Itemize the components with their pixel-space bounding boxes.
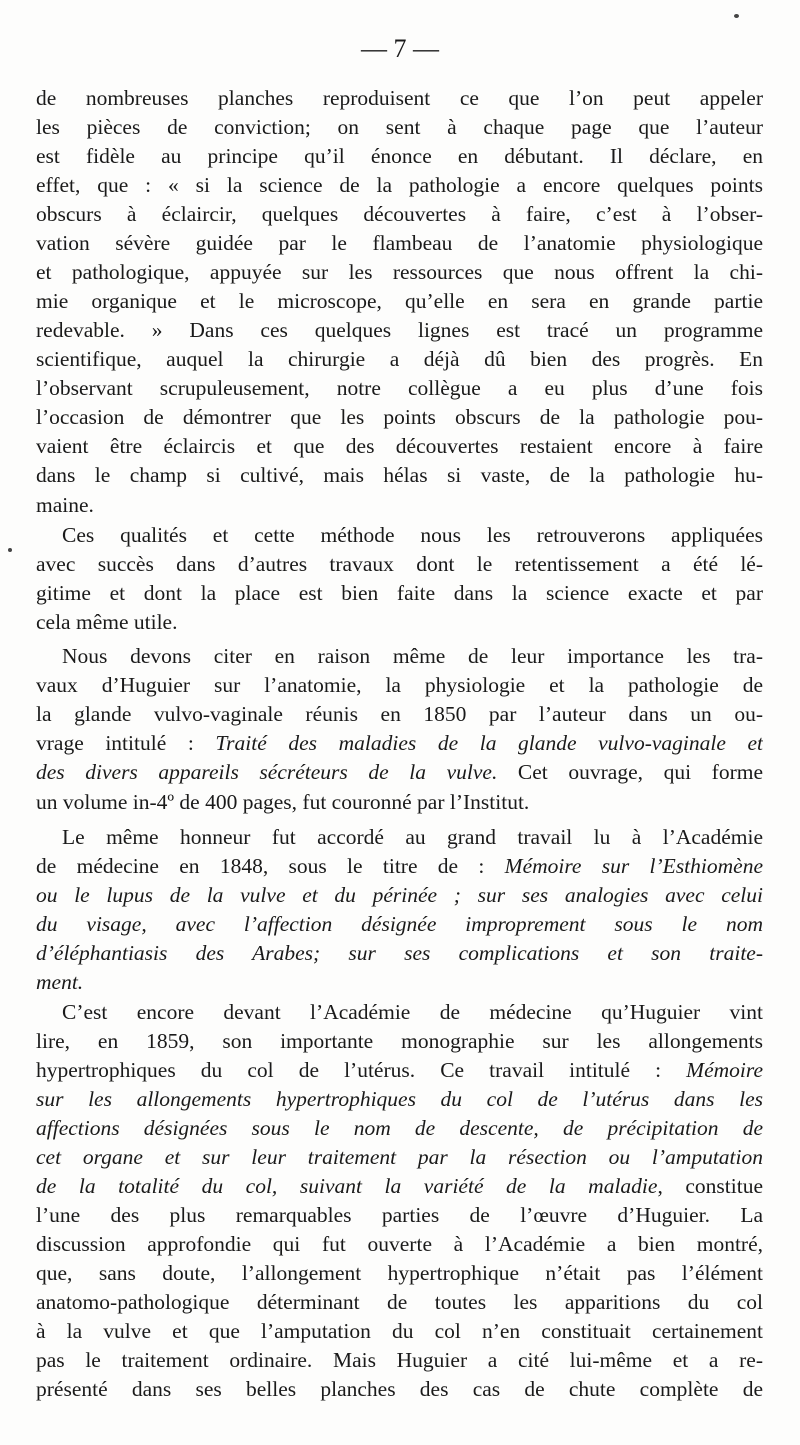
text-segment: maine. [36,493,94,517]
text-line [36,344,763,374]
text-segment: pas le traitement ordinaire. Mais Huguier a cité lui-même et a re- [36,1348,763,1372]
text-segment: de nombreuses planches reproduisent ce que l’on peut appeler [36,86,763,110]
italic-text: affections désignées sous le nom de descente, de précipitation de [36,1116,763,1140]
ink-speck [734,14,739,18]
italic-text: cet organe et sur leur traitement par la résection ou l’amputation [36,1145,763,1169]
text-segment: vation sévère guidée par le flambeau de l’anatomie physiologique [36,231,763,255]
text-line [62,520,763,550]
text-line [36,1055,763,1085]
text-segment: effet, que : « si la science de la pathologie a encore quelques points [36,173,763,197]
text-line [36,402,763,432]
italic-text: Traité des maladies de la glande vulvo-vaginale et [215,731,763,755]
text-segment: vrage intitulé : [36,731,216,755]
text-line [62,822,763,852]
text-segment: à la vulve et que l’amputation du col n’en constituait certainement [36,1319,763,1343]
text-segment: redevable. » Dans ces quelques lignes est tracé un programme [36,318,763,342]
text-segment: de médecine en 1848, sous le titre de : [36,854,505,878]
text-segment: l’une des plus remarquables parties de l’œuvre d’Huguier. La [36,1203,763,1227]
text-line [36,670,763,700]
text-segment: dans le champ si cultivé, mais hélas si vaste, de la pathologie hu- [36,463,763,487]
text-line [36,607,763,637]
text-segment: scientifique, auquel la chirurgie a déjà dû bien des progrès. En [36,347,763,371]
text-line [36,728,763,758]
italic-text: sur les allongements hypertrophiques du col de l’utérus dans les [36,1087,763,1111]
text-segment: les pièces de conviction; on sent à chaque page que l’auteur [36,115,763,139]
text-segment: Nous devons citer en raison même de leur importance les tra- [62,644,763,668]
text-segment: C’est encore devant l’Académie de médecine qu’Huguier vint [62,1000,763,1024]
italic-text: ment. [36,970,84,994]
text-segment: que, sans doute, l’allongement hypertrophique n’était pas l’élément [36,1261,763,1285]
text-line [36,141,763,171]
text-line [36,170,763,200]
text-segment: avec succès dans d’autres travaux dont le retentissement a été lé- [36,552,763,576]
text-line [36,199,763,229]
text-line [36,83,763,113]
text-line [36,967,763,997]
text-line [62,641,763,671]
italic-text: Mémoire sur l’Esthiomène [504,854,763,878]
text-line [36,1374,763,1404]
text-line [36,938,763,968]
text-segment: Cet ouvrage, qui forme [497,760,763,784]
italic-text: ou le lupus de la vulve et du périnée ; sur ses analogies avec celui [36,883,763,907]
text-line [36,549,763,579]
italic-text: Mémoire [686,1058,763,1082]
text-line [36,787,763,817]
text-segment: , constitue [657,1174,763,1198]
text-segment: la glande vulvo-vaginale réunis en 1850 par l’auteur dans un ou- [36,702,763,726]
text-line [36,257,763,287]
text-segment: obscurs à éclaircir, quelques découvertes à faire, c’est à l’obser- [36,202,763,226]
italic-text: de la totalité du col, suivant la variété de la maladie [36,1174,658,1198]
text-segment: mie organique et le microscope, qu’elle en sera en grande partie [36,289,763,313]
text-line [36,460,763,490]
text-segment: gitime et dont la place est bien faite dans la science exacte et par [36,581,763,605]
text-line [36,757,763,787]
italic-text: d’éléphantiasis des Arabes; sur ses complications et son traite- [36,941,763,965]
text-segment: l’occasion de démontrer que les points obscurs de la pathologie pou- [36,405,763,429]
text-line [62,997,763,1027]
text-segment: anatomo-pathologique déterminant de toutes les apparitions du col [36,1290,763,1314]
text-segment: présenté dans ses belles planches des cas de chute complète de [36,1377,763,1401]
text-segment: et pathologique, appuyée sur les ressources que nous offrent la chi- [36,260,763,284]
text-line [36,1026,763,1056]
text-segment: est fidèle au principe qu’il énonce en débutant. Il déclare, en [36,144,763,168]
text-segment: discussion approfondie qui fut ouverte à l’Académie a bien montré, [36,1232,763,1256]
text-segment: cela même utile. [36,610,178,634]
text-line [36,431,763,461]
text-line [36,1258,763,1288]
text-line [36,1084,763,1114]
text-line [36,1229,763,1259]
text-line [36,315,763,345]
text-line [36,373,763,403]
text-segment: Ces qualités et cette méthode nous les retrouverons appliquées [62,523,763,547]
text-line [36,1200,763,1230]
text-segment: lire, en 1859, son importante monographie sur les allongements [36,1029,763,1053]
text-line [36,286,763,316]
text-line [36,1345,763,1375]
text-line [36,1287,763,1317]
text-segment: vaient être éclaircis et que des découvertes restaient encore à faire [36,434,763,458]
text-line [36,880,763,910]
ink-speck [8,548,12,552]
text-segment: hypertrophiques du col de l’utérus. Ce travail intitulé : [36,1058,687,1082]
text-segment: un volume in-4º de 400 pages, fut couronné par l’Institut. [36,790,530,814]
text-segment: Le même honneur fut accordé au grand travail lu à l’Académie [62,825,763,849]
text-line [36,909,763,939]
text-line [36,1171,763,1201]
text-line [36,851,763,881]
text-line [36,578,763,608]
italic-text: des divers appareils sécréteurs de la vulve. [36,760,498,784]
text-line [36,1142,763,1172]
text-segment: l’observant scrupuleusement, notre collègue a eu plus d’une fois [36,376,763,400]
text-line [36,699,763,729]
text-line [36,490,763,520]
text-segment: vaux d’Huguier sur l’anatomie, la physiologie et la pathologie de [36,673,763,697]
text-line [36,1316,763,1346]
text-line [36,112,763,142]
text-line [36,228,763,258]
italic-text: du visage, avec l’affection désignée improprement sous le nom [36,912,763,936]
page-number: — 7 — [361,34,439,63]
text-line [36,1113,763,1143]
